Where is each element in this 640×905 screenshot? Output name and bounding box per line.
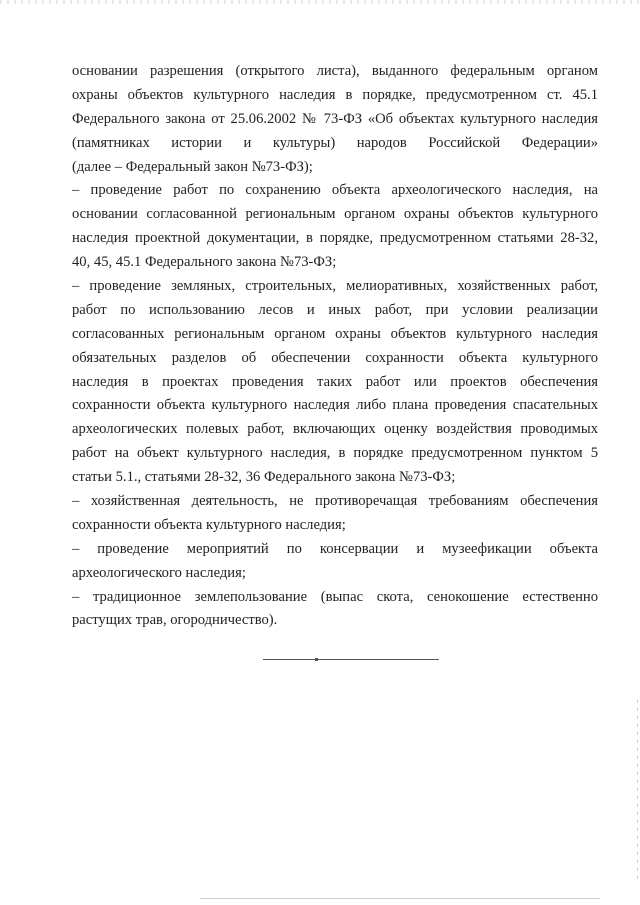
text-line: – традиционное землепользование (выпас скота, сенокошение естественно (72, 588, 598, 605)
document-body (72, 60, 598, 633)
scan-artifact-right (637, 700, 638, 880)
text-line: статьи 5.1., статьями 28-32, 36 Федерального закона №73-ФЗ; (72, 469, 456, 486)
text-line: 40, 45, 45.1 Федерального закона №73-ФЗ; (72, 254, 337, 271)
text-line: (далее – Федеральный закон №73-ФЗ); (72, 158, 313, 175)
end-of-text-rule (263, 659, 439, 660)
text-line: согласованных региональным органом охраны объектов культурного наследия (72, 325, 598, 342)
text-line: сохранности объекта культурного наследия; (72, 516, 346, 533)
text-line: – проведение земляных, строительных, мелиоративных, хозяйственных работ, (72, 278, 598, 295)
text-line: наследия в проектах проведения таких работ или проектов обеспечения (72, 373, 598, 390)
text-line: археологического наследия; (72, 564, 246, 581)
text-line: археологических полевых работ, включающих оценку воздействия проводимых (72, 421, 598, 438)
end-rule-mark (315, 658, 318, 661)
text-line: – проведение мероприятий по консервации и музеефикации объекта (72, 540, 598, 557)
text-line: работ по использованию лесов и иных работ, при условии реализации (72, 301, 598, 318)
text-line: наследия проектной документации, в порядке, предусмотренном статьями 28-32, (72, 230, 598, 247)
text-line: – хозяйственная деятельность, не противоречащая требованиям обеспечения (72, 493, 598, 510)
text-line: растущих трав, огородничество). (72, 612, 278, 629)
text-line: охраны объектов культурного наследия в порядке, предусмотренном ст. 45.1 (72, 86, 598, 103)
text-line: основании разрешения (открытого листа), выданного федеральным органом (72, 63, 598, 79)
text-line: – проведение работ по сохранению объекта археологического наследия, на (72, 182, 598, 199)
text-line: работ на объект культурного наследия, в порядке предусмотренном пунктом 5 (72, 445, 598, 462)
scan-artifact-top (0, 0, 640, 4)
text-line: основании согласованной региональным органом охраны объектов культурного (72, 206, 598, 223)
text-line: Федерального закона от 25.06.2002 № 73-ФЗ «Об объектах культурного наследия (72, 110, 598, 127)
text-line: сохранности объекта культурного наследия либо плана проведения спасательных (72, 397, 598, 414)
scan-artifact-bottom (200, 898, 600, 899)
text-line: (памятниках истории и культуры) народов Российской Федерации» (72, 134, 598, 151)
text-line: обязательных разделов об обеспечении сохранности объекта культурного (72, 349, 598, 366)
